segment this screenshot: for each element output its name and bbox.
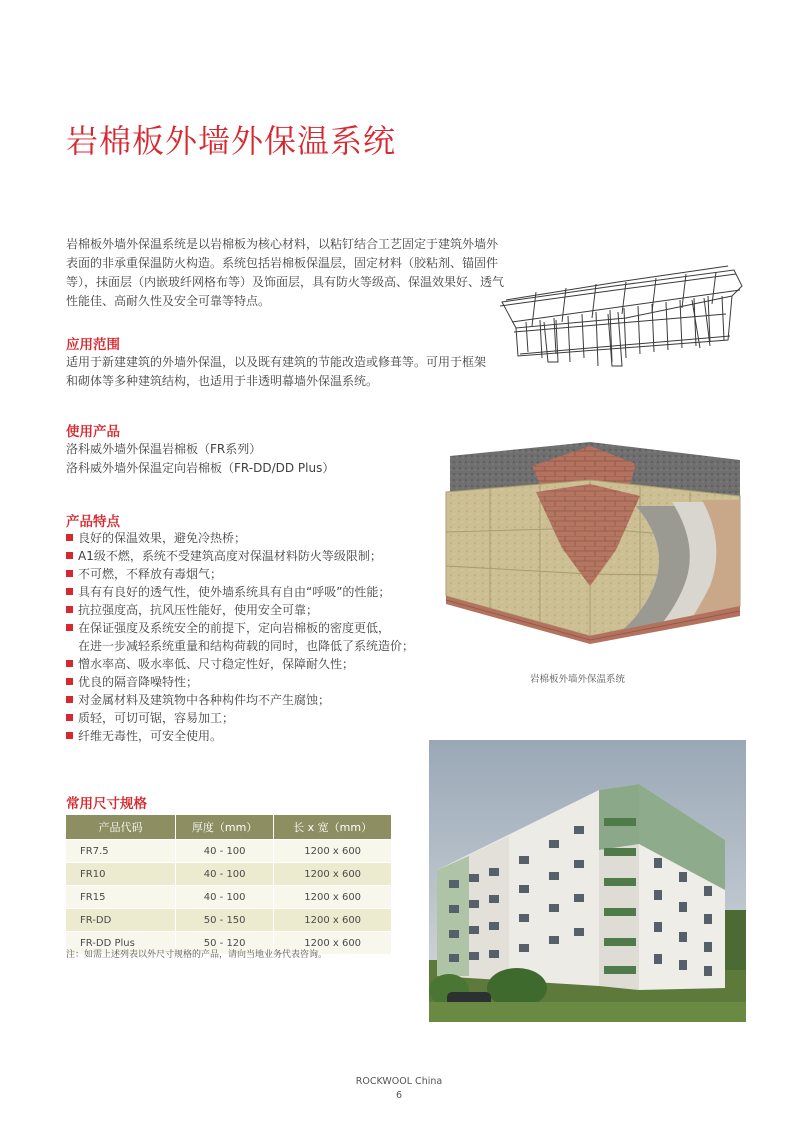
column-header-code: 产品代码 — [66, 815, 176, 840]
table-row: FR10 40 - 100 1200 x 600 — [66, 863, 392, 886]
bullet-square-icon — [66, 696, 73, 703]
product-item: 洛科威外墙外保温岩棉板（FR系列） — [66, 442, 262, 456]
specs-heading: 常用尺寸规格 — [66, 796, 147, 812]
product-item: 洛科威外墙外保温定向岩棉板（FR-DD/DD Plus） — [66, 461, 335, 475]
table-header-row — [66, 815, 392, 840]
bullet-square-icon — [66, 732, 73, 739]
building-photo-drawing — [429, 740, 746, 1022]
spec-note: 注：如需上述列表以外尺寸规格的产品，请向当地业务代表咨询。 — [66, 950, 328, 960]
column-header-size: 长 x 宽（mm） — [274, 815, 392, 840]
table-row: FR-DD 50 - 150 1200 x 600 — [66, 909, 392, 932]
bullet-square-icon — [66, 552, 73, 559]
bullet-square-icon — [66, 534, 73, 541]
wall-system-drawing — [440, 436, 746, 644]
footer-brand: ROCKWOOL China — [355, 1076, 443, 1087]
features-heading: 产品特点 — [66, 514, 120, 530]
feature-item: 对金属材料及建筑物中各种构件均不产生腐蚀； — [66, 691, 414, 709]
bullet-square-icon — [66, 660, 73, 667]
page-number: 6 — [395, 1090, 403, 1101]
table-row: FR7.5 40 - 100 1200 x 600 — [66, 840, 392, 863]
bullet-square-icon — [66, 678, 73, 685]
feature-item: 抗拉强度高，抗风压性能好，使用安全可靠； — [66, 601, 414, 619]
bullet-square-icon — [66, 624, 73, 631]
bullet-square-icon — [66, 588, 73, 595]
feature-item: 具有有良好的透气性，使外墙系统具有自由“呼吸”的性能； — [66, 583, 414, 601]
intro-paragraph: 岩棉板外墙外保温系统是以岩棉板为核心材料，以粘钉结合工艺固定于建筑外墙外表面的非承重保温防火构造。系统包括岩棉板保温层，固定材料（胶粘剂、锚固件等），抹面层（内嵌玻纤网格布等）及饰面层，具有防火等级高、保温效果好、透气性能佳、高耐久性及安全可靠等特点。 — [66, 237, 505, 308]
application-text: 适用于新建建筑的外墙外保温，以及既有建筑的节能改造或修葺等。可用于框架和砌体等多种建筑结构，也适用于非透明幕墙外保温系统。 — [66, 355, 487, 388]
feature-item: 憎水率高、吸水率低、尺寸稳定性好，保障耐久性； — [66, 655, 414, 673]
page-title: 岩棉板外墙外保温系统 — [66, 122, 397, 160]
products-heading: 使用产品 — [66, 424, 120, 440]
bullet-square-icon — [66, 714, 73, 721]
building-sketch-image — [496, 262, 748, 374]
bullet-square-icon — [66, 570, 73, 577]
table-row: FR-DD Plus 50 - 120 1200 x 600 — [66, 932, 392, 955]
feature-item: 在保证强度及系统安全的前提下，定向岩棉板的密度更低， — [66, 619, 414, 637]
feature-item: A1级不燃，系统不受建筑高度对保温材料防火等级限制； — [66, 547, 414, 565]
column-header-thickness: 厚度（mm） — [176, 815, 274, 840]
feature-item: 质轻，可切可锯，容易加工； — [66, 709, 414, 727]
feature-item: 不可燃，不释放有毒烟气； — [66, 565, 414, 583]
feature-item: 优良的隔音降噪特性； — [66, 673, 414, 691]
table-row: FR15 40 - 100 1200 x 600 — [66, 886, 392, 909]
features-list — [66, 529, 414, 745]
feature-item: 良好的保温效果，避免冷热桥； — [66, 529, 414, 547]
wall-system-caption: 岩棉板外墙外保温系统 — [530, 674, 626, 685]
bullet-square-icon — [66, 606, 73, 613]
sketch-drawing — [496, 262, 748, 374]
building-photo — [429, 740, 746, 1022]
spec-table — [66, 815, 392, 954]
feature-item-continuation: 在进一步减轻系统重量和结构荷载的同时，也降低了系统造价； — [78, 639, 415, 653]
wall-system-diagram — [440, 436, 746, 644]
feature-item: 纤维无毒性，可安全使用。 — [66, 727, 414, 745]
products-list — [66, 440, 334, 478]
application-heading: 应用范围 — [66, 337, 120, 353]
